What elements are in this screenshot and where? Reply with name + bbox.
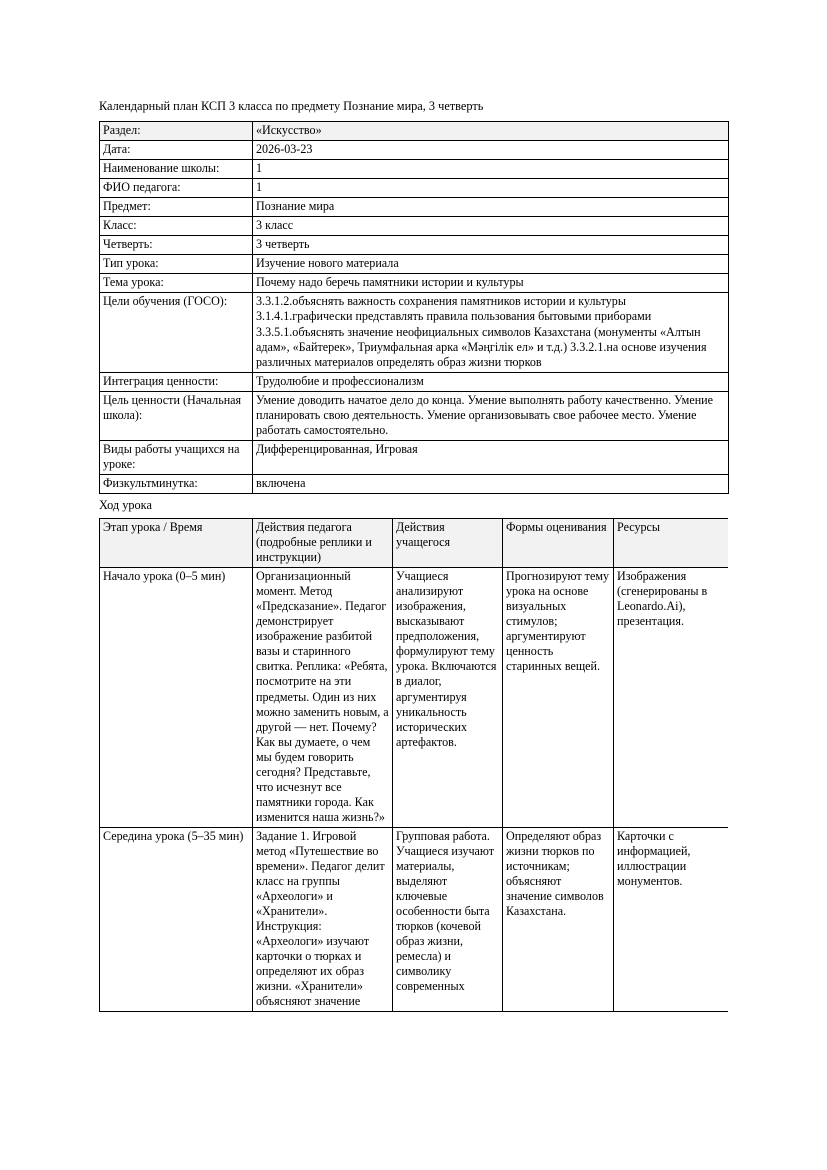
cell-stage: Начало урока (0–5 мин) xyxy=(100,568,253,828)
lesson-info-table xyxy=(99,121,729,494)
cell-assessment: Прогнозируют тему урока на основе визуальных стимулов; аргументируют ценность старинных вещей. xyxy=(503,568,614,828)
table-header-row xyxy=(100,518,729,567)
info-label: Виды работы учащихся на уроке: xyxy=(100,440,253,474)
cell-student-actions: Учащиеся анализируют изображения, высказывают предположения, формулируют тему урока. Включаются в диалог, аргументируя уникальность исторических артефактов. xyxy=(393,568,503,828)
info-value: 3.3.1.2.объяснять важность сохранения памятников истории и культуры 3.1.4.1.графически представлять правила пользования бытовыми приборами 3.3.5.1.объяснять значение неофициальных символов Казахстана (монументы «Алтын адам», «Байтерек», Триумфальная арка «Мәңгілік ел» и т.д.) 3.3.2.1.на основе изучения различных материалов определять образ жизни тюрков xyxy=(253,293,729,372)
table-row xyxy=(100,198,729,217)
lesson-table-clip xyxy=(99,518,728,1065)
cell-stage: Середина урока (5–35 мин) xyxy=(100,827,253,1012)
table-row xyxy=(100,372,729,391)
table-row xyxy=(100,122,729,141)
page-title: Календарный план КСП 3 класса по предмету Познание мира, 3 четверть xyxy=(99,99,484,113)
table-row xyxy=(100,255,729,274)
table-row xyxy=(100,179,729,198)
column-header-student-actions: Действия учащегося xyxy=(393,518,503,567)
info-label: Предмет: xyxy=(100,198,253,217)
info-label: Интеграция ценности: xyxy=(100,372,253,391)
info-label: Цели обучения (ГОСО): xyxy=(100,293,253,372)
document-content xyxy=(99,99,728,1065)
column-header-resources: Ресурсы xyxy=(614,518,729,567)
table-row xyxy=(100,827,729,1012)
table-row xyxy=(100,568,729,828)
table-row xyxy=(100,293,729,372)
info-value: 2026-03-23 xyxy=(253,141,729,160)
column-header-teacher-actions: Действия педагога (подробные реплики и инструкции) xyxy=(253,518,393,567)
table-row xyxy=(100,217,729,236)
info-value: Трудолюбие и профессионализм xyxy=(253,372,729,391)
info-label: Четверть: xyxy=(100,236,253,255)
info-value: 1 xyxy=(253,179,729,198)
info-label: Класс: xyxy=(100,217,253,236)
info-value: 3 четверть xyxy=(253,236,729,255)
cell-assessment: Определяют образ жизни тюрков по источникам; объясняют значение символов Казахстана. xyxy=(503,827,614,1012)
info-label: Цель ценности (Начальная школа): xyxy=(100,391,253,440)
info-value: Изучение нового материала xyxy=(253,255,729,274)
section-caption: Ход урока xyxy=(99,497,152,512)
lesson-plan-table xyxy=(99,518,728,1013)
info-label: Физкультминутка: xyxy=(100,474,253,493)
info-label: Раздел: xyxy=(100,122,253,141)
info-value: 1 xyxy=(253,160,729,179)
info-label: Дата: xyxy=(100,141,253,160)
info-label: ФИО педагога: xyxy=(100,179,253,198)
column-header-stage: Этап урока / Время xyxy=(100,518,253,567)
column-header-assessment: Формы оценивания xyxy=(503,518,614,567)
table-row xyxy=(100,440,729,474)
info-label: Наименование школы: xyxy=(100,160,253,179)
table-row xyxy=(100,236,729,255)
info-label: Тема урока: xyxy=(100,274,253,293)
table-row xyxy=(100,274,729,293)
info-value: Познание мира xyxy=(253,198,729,217)
info-value: Почему надо беречь памятники истории и культуры xyxy=(253,274,729,293)
info-label: Тип урока: xyxy=(100,255,253,274)
cell-teacher-actions: Организационный момент. Метод «Предсказание». Педагог демонстрирует изображение разбитой вазы и старинного свитка. Реплика: «Ребята, посмотрите на эти предметы. Один из них можно заменить новым, а другой — нет. Почему? Как вы думаете, о чем мы будем говорить сегодня? Представьте, что исчезнут все памятники города. Как изменится наша жизнь?» xyxy=(253,568,393,828)
table-row xyxy=(100,160,729,179)
table-row xyxy=(100,474,729,493)
info-value: Умение доводить начатое дело до конца. Умение выполнять работу качественно. Умение планировать свою деятельность. Умение организовывать свое рабочее место. Умение работать самостоятельно. xyxy=(253,391,729,440)
table-row xyxy=(100,391,729,440)
cell-resources: Карточки с информацией, иллюстрации монументов. xyxy=(614,827,729,1012)
cell-student-actions: Групповая работа. Учащиеся изучают материалы, выделяют ключевые особенности быта тюрков (кочевой образ жизни, ремесла) и символику современных xyxy=(393,827,503,1012)
cell-teacher-actions: Задание 1. Игровой метод «Путешествие во времени». Педагог делит класс на группы «Археологи» и «Хранители». Инструкция: «Археологи» изучают карточки о тюрках и определяют их образ жизни. «Хранители» объясняют значение xyxy=(253,827,393,1012)
info-value: Дифференцированная, Игровая xyxy=(253,440,729,474)
table-row xyxy=(100,141,729,160)
info-value: 3 класс xyxy=(253,217,729,236)
info-value: «Искусство» xyxy=(253,122,729,141)
cell-resources: Изображения (сгенерированы в Leonardo.Ai), презентация. xyxy=(614,568,729,828)
info-value: включена xyxy=(253,474,729,493)
